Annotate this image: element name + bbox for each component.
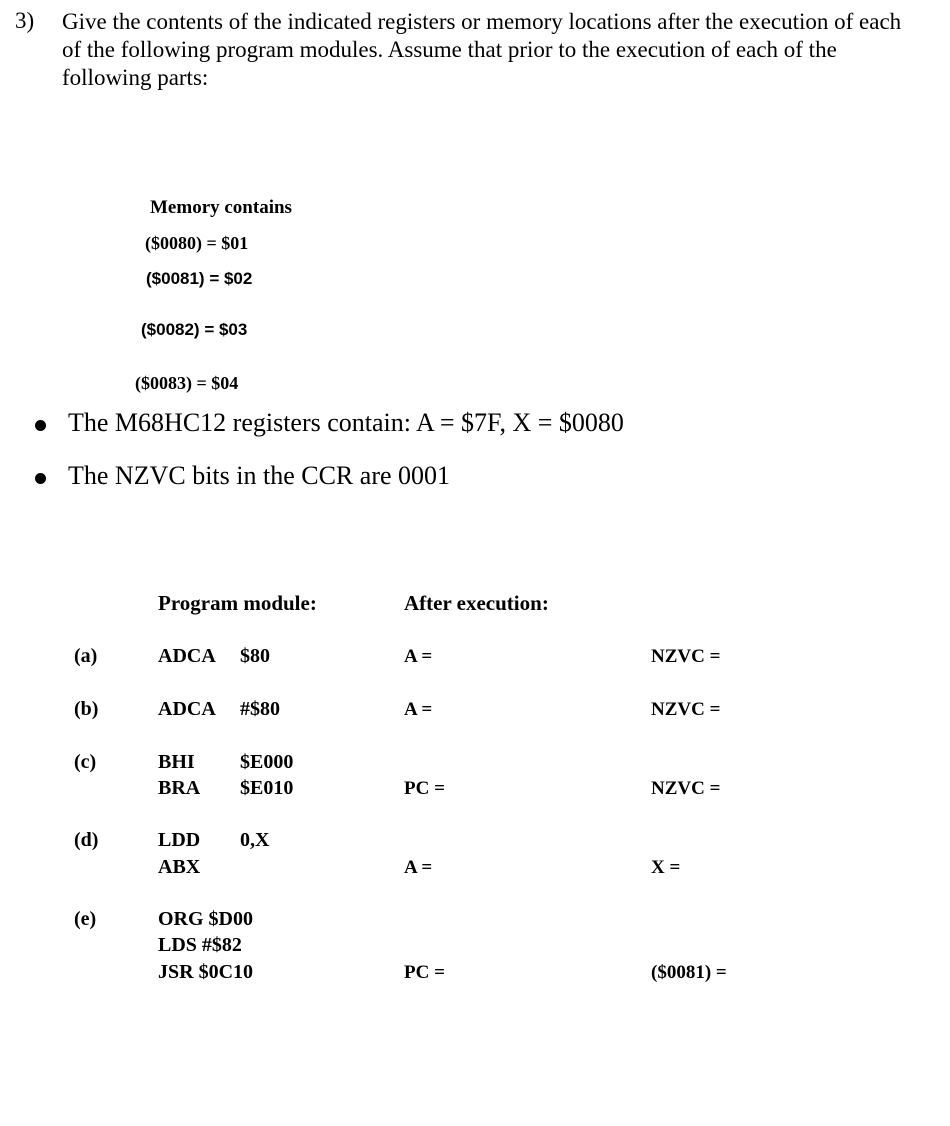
result-a-field: A = xyxy=(404,646,433,667)
bullet-icon xyxy=(35,420,46,431)
question-number: 3) xyxy=(15,8,35,33)
memory-line: ($0081) = $02 xyxy=(146,269,253,288)
instruction-mnemonic: LDD xyxy=(158,829,201,851)
row-label: (e) xyxy=(74,908,97,930)
bullet-icon xyxy=(35,473,46,484)
row-label: (c) xyxy=(74,751,97,773)
result-a-field: PC = xyxy=(404,778,445,799)
instruction-line: LDS #$82 xyxy=(158,934,242,956)
result-a-field: A = xyxy=(404,699,433,720)
bullet-ccr: The NZVC bits in the CCR are 0001 xyxy=(68,461,451,490)
instruction-mnemonic: BRA xyxy=(158,777,201,799)
result-a-field: A = xyxy=(404,857,433,878)
instruction-operand: $E000 xyxy=(240,751,294,773)
memory-title: Memory contains xyxy=(150,197,292,218)
bullet-registers: The M68HC12 registers contain: A = $7F, X = $0080 xyxy=(68,408,624,437)
row-label: (d) xyxy=(74,829,99,851)
header-program-module: Program module: xyxy=(158,591,317,615)
instruction-mnemonic: BHI xyxy=(158,751,195,773)
result-b-field: NZVC = xyxy=(651,699,721,720)
instruction-mnemonic: ADCA xyxy=(158,698,216,720)
instruction-operand: $80 xyxy=(240,645,270,667)
instruction-mnemonic: ABX xyxy=(158,856,201,878)
header-after-execution: After execution: xyxy=(404,591,549,615)
result-b-field: X = xyxy=(651,857,681,878)
memory-line: ($0080) = $01 xyxy=(145,233,249,253)
memory-line: ($0082) = $03 xyxy=(141,320,248,339)
instruction-operand: $E010 xyxy=(240,777,294,799)
instruction-mnemonic: ADCA xyxy=(158,645,216,667)
result-b-field: NZVC = xyxy=(651,646,721,667)
row-label: (b) xyxy=(74,698,99,720)
result-a-field: PC = xyxy=(404,962,445,983)
question-text: Give the contents of the indicated registers or memory locations after the execution of each of the following program modules. Assume that prior to the execution of each of the following parts: xyxy=(62,9,902,90)
instruction-operand: #$80 xyxy=(240,698,280,720)
instruction-operand: 0,X xyxy=(240,829,270,851)
memory-line: ($0083) = $04 xyxy=(135,373,239,393)
instruction-line: JSR $0C10 xyxy=(158,961,254,983)
row-label: (a) xyxy=(74,645,98,667)
instruction-line: ORG $D00 xyxy=(158,908,253,930)
result-b-field: NZVC = xyxy=(651,778,721,799)
result-b-field: ($0081) = xyxy=(651,962,727,983)
